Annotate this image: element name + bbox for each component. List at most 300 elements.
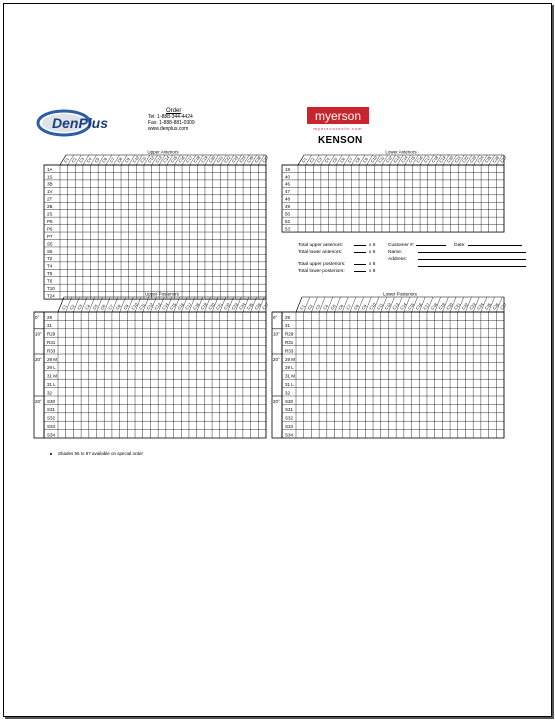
order-cell[interactable] — [106, 188, 113, 195]
order-cell[interactable] — [327, 346, 334, 354]
order-cell[interactable] — [497, 346, 504, 354]
order-cell[interactable] — [373, 396, 380, 404]
order-cell[interactable] — [359, 188, 366, 195]
order-cell[interactable] — [298, 203, 305, 210]
order-cell[interactable] — [128, 354, 135, 362]
order-cell[interactable] — [81, 321, 88, 329]
order-cell[interactable] — [343, 422, 350, 430]
order-cell[interactable] — [189, 346, 196, 354]
order-cell[interactable] — [367, 195, 374, 202]
order-cell[interactable] — [167, 210, 174, 217]
order-cell[interactable] — [74, 346, 81, 354]
order-cell[interactable] — [205, 329, 212, 337]
order-cell[interactable] — [489, 217, 496, 224]
order-cell[interactable] — [152, 180, 159, 187]
order-cell[interactable] — [235, 312, 242, 320]
order-cell[interactable] — [213, 232, 220, 239]
order-cell[interactable] — [298, 180, 305, 187]
order-cell[interactable] — [343, 430, 350, 438]
order-cell[interactable] — [112, 396, 119, 404]
order-cell[interactable] — [335, 380, 342, 388]
order-cell[interactable] — [443, 371, 450, 379]
order-cell[interactable] — [189, 363, 196, 371]
order-cell[interactable] — [436, 173, 443, 180]
order-cell[interactable] — [420, 188, 427, 195]
order-cell[interactable] — [304, 430, 311, 438]
order-cell[interactable] — [114, 180, 121, 187]
order-cell[interactable] — [366, 380, 373, 388]
order-cell[interactable] — [143, 422, 150, 430]
order-cell[interactable] — [114, 203, 121, 210]
order-cell[interactable] — [220, 388, 227, 396]
order-cell[interactable] — [259, 363, 266, 371]
order-cell[interactable] — [135, 413, 142, 421]
order-cell[interactable] — [91, 240, 98, 247]
order-cell[interactable] — [306, 217, 313, 224]
order-cell[interactable] — [182, 422, 189, 430]
order-cell[interactable] — [197, 405, 204, 413]
order-cell[interactable] — [466, 210, 473, 217]
order-cell[interactable] — [236, 188, 243, 195]
order-cell[interactable] — [205, 388, 212, 396]
order-cell[interactable] — [304, 321, 311, 329]
order-cell[interactable] — [314, 225, 321, 232]
order-cell[interactable] — [76, 188, 83, 195]
order-cell[interactable] — [336, 210, 343, 217]
order-cell[interactable] — [375, 217, 382, 224]
order-cell[interactable] — [336, 203, 343, 210]
order-cell[interactable] — [89, 312, 96, 320]
order-cell[interactable] — [121, 284, 128, 291]
order-cell[interactable] — [329, 173, 336, 180]
order-cell[interactable] — [298, 217, 305, 224]
order-cell[interactable] — [221, 262, 228, 269]
order-cell[interactable] — [68, 232, 75, 239]
order-cell[interactable] — [443, 329, 450, 337]
order-cell[interactable] — [420, 210, 427, 217]
order-cell[interactable] — [314, 203, 321, 210]
order-cell[interactable] — [367, 180, 374, 187]
order-cell[interactable] — [152, 255, 159, 262]
order-cell[interactable] — [152, 232, 159, 239]
order-cell[interactable] — [97, 405, 104, 413]
order-cell[interactable] — [473, 371, 480, 379]
order-cell[interactable] — [497, 203, 504, 210]
order-cell[interactable] — [182, 217, 189, 224]
order-cell[interactable] — [359, 217, 366, 224]
order-cell[interactable] — [443, 396, 450, 404]
order-cell[interactable] — [466, 422, 473, 430]
order-cell[interactable] — [443, 380, 450, 388]
order-cell[interactable] — [198, 195, 205, 202]
order-cell[interactable] — [327, 430, 334, 438]
order-cell[interactable] — [352, 180, 359, 187]
order-cell[interactable] — [251, 363, 258, 371]
order-cell[interactable] — [259, 270, 266, 277]
order-cell[interactable] — [235, 363, 242, 371]
order-cell[interactable] — [198, 203, 205, 210]
order-cell[interactable] — [473, 422, 480, 430]
order-cell[interactable] — [128, 329, 135, 337]
order-cell[interactable] — [174, 329, 181, 337]
order-cell[interactable] — [327, 413, 334, 421]
order-cell[interactable] — [166, 380, 173, 388]
order-cell[interactable] — [182, 210, 189, 217]
order-cell[interactable] — [296, 422, 303, 430]
order-cell[interactable] — [327, 380, 334, 388]
order-cell[interactable] — [129, 240, 136, 247]
order-cell[interactable] — [466, 180, 473, 187]
order-cell[interactable] — [120, 354, 127, 362]
order-cell[interactable] — [466, 380, 473, 388]
order-cell[interactable] — [68, 210, 75, 217]
order-cell[interactable] — [135, 380, 142, 388]
order-cell[interactable] — [175, 225, 182, 232]
order-cell[interactable] — [236, 203, 243, 210]
order-cell[interactable] — [396, 363, 403, 371]
order-cell[interactable] — [89, 321, 96, 329]
order-cell[interactable] — [420, 203, 427, 210]
order-cell[interactable] — [112, 354, 119, 362]
order-cell[interactable] — [128, 430, 135, 438]
order-cell[interactable] — [143, 380, 150, 388]
order-cell[interactable] — [106, 255, 113, 262]
order-cell[interactable] — [83, 173, 90, 180]
order-cell[interactable] — [474, 203, 481, 210]
order-cell[interactable] — [143, 312, 150, 320]
order-cell[interactable] — [306, 165, 313, 172]
order-cell[interactable] — [81, 430, 88, 438]
order-cell[interactable] — [66, 430, 73, 438]
order-cell[interactable] — [373, 430, 380, 438]
order-cell[interactable] — [481, 195, 488, 202]
order-cell[interactable] — [175, 232, 182, 239]
order-cell[interactable] — [473, 413, 480, 421]
order-cell[interactable] — [137, 180, 144, 187]
order-cell[interactable] — [158, 312, 165, 320]
order-cell[interactable] — [212, 329, 219, 337]
order-cell[interactable] — [106, 247, 113, 254]
order-cell[interactable] — [481, 430, 488, 438]
order-cell[interactable] — [497, 354, 504, 362]
order-cell[interactable] — [190, 180, 197, 187]
order-cell[interactable] — [327, 321, 334, 329]
order-cell[interactable] — [137, 188, 144, 195]
order-cell[interactable] — [359, 203, 366, 210]
order-cell[interactable] — [312, 371, 319, 379]
order-cell[interactable] — [412, 321, 419, 329]
order-cell[interactable] — [458, 321, 465, 329]
order-cell[interactable] — [97, 371, 104, 379]
order-cell[interactable] — [459, 203, 466, 210]
order-cell[interactable] — [174, 346, 181, 354]
order-cell[interactable] — [60, 210, 67, 217]
order-cell[interactable] — [76, 195, 83, 202]
order-cell[interactable] — [213, 284, 220, 291]
order-cell[interactable] — [358, 321, 365, 329]
order-cell[interactable] — [381, 430, 388, 438]
order-cell[interactable] — [205, 312, 212, 320]
order-cell[interactable] — [489, 363, 496, 371]
order-cell[interactable] — [198, 188, 205, 195]
order-cell[interactable] — [420, 165, 427, 172]
order-cell[interactable] — [175, 165, 182, 172]
order-cell[interactable] — [175, 195, 182, 202]
order-cell[interactable] — [366, 396, 373, 404]
order-cell[interactable] — [327, 405, 334, 413]
order-cell[interactable] — [489, 371, 496, 379]
order-cell[interactable] — [235, 371, 242, 379]
order-cell[interactable] — [66, 363, 73, 371]
order-cell[interactable] — [129, 203, 136, 210]
order-cell[interactable] — [114, 277, 121, 284]
date-field[interactable] — [468, 245, 522, 246]
order-cell[interactable] — [481, 338, 488, 346]
order-cell[interactable] — [412, 388, 419, 396]
order-cell[interactable] — [473, 388, 480, 396]
order-cell[interactable] — [321, 188, 328, 195]
order-cell[interactable] — [68, 262, 75, 269]
order-cell[interactable] — [228, 284, 235, 291]
order-cell[interactable] — [412, 312, 419, 320]
order-cell[interactable] — [89, 422, 96, 430]
order-cell[interactable] — [375, 210, 382, 217]
order-cell[interactable] — [474, 217, 481, 224]
order-cell[interactable] — [327, 354, 334, 362]
order-cell[interactable] — [489, 225, 496, 232]
order-cell[interactable] — [413, 210, 420, 217]
order-cell[interactable] — [98, 247, 105, 254]
order-cell[interactable] — [459, 165, 466, 172]
order-cell[interactable] — [167, 262, 174, 269]
order-cell[interactable] — [182, 405, 189, 413]
order-cell[interactable] — [259, 165, 266, 172]
order-cell[interactable] — [89, 430, 96, 438]
order-cell[interactable] — [358, 346, 365, 354]
order-cell[interactable] — [251, 338, 258, 346]
order-cell[interactable] — [451, 188, 458, 195]
order-cell[interactable] — [58, 405, 65, 413]
order-cell[interactable] — [466, 346, 473, 354]
order-cell[interactable] — [397, 203, 404, 210]
order-cell[interactable] — [319, 329, 326, 337]
order-cell[interactable] — [97, 346, 104, 354]
order-cell[interactable] — [228, 180, 235, 187]
order-cell[interactable] — [396, 321, 403, 329]
order-cell[interactable] — [451, 217, 458, 224]
order-cell[interactable] — [121, 225, 128, 232]
order-cell[interactable] — [97, 363, 104, 371]
order-cell[interactable] — [412, 396, 419, 404]
order-cell[interactable] — [352, 210, 359, 217]
order-cell[interactable] — [76, 270, 83, 277]
order-cell[interactable] — [405, 180, 412, 187]
order-cell[interactable] — [105, 312, 112, 320]
order-cell[interactable] — [189, 430, 196, 438]
order-cell[interactable] — [83, 180, 90, 187]
order-cell[interactable] — [373, 363, 380, 371]
order-cell[interactable] — [481, 396, 488, 404]
order-cell[interactable] — [98, 262, 105, 269]
order-cell[interactable] — [213, 225, 220, 232]
order-cell[interactable] — [159, 203, 166, 210]
order-cell[interactable] — [58, 422, 65, 430]
order-cell[interactable] — [481, 210, 488, 217]
order-cell[interactable] — [60, 203, 67, 210]
order-cell[interactable] — [312, 329, 319, 337]
order-cell[interactable] — [296, 388, 303, 396]
order-cell[interactable] — [190, 232, 197, 239]
order-cell[interactable] — [129, 217, 136, 224]
order-cell[interactable] — [120, 430, 127, 438]
address-field[interactable] — [418, 259, 526, 260]
order-cell[interactable] — [489, 346, 496, 354]
order-cell[interactable] — [359, 195, 366, 202]
order-cell[interactable] — [259, 180, 266, 187]
order-cell[interactable] — [166, 388, 173, 396]
order-cell[interactable] — [235, 430, 242, 438]
customer-number-field[interactable] — [416, 245, 446, 246]
order-cell[interactable] — [381, 346, 388, 354]
order-cell[interactable] — [497, 210, 504, 217]
order-cell[interactable] — [105, 396, 112, 404]
order-cell[interactable] — [450, 338, 457, 346]
order-cell[interactable] — [344, 203, 351, 210]
order-cell[interactable] — [489, 195, 496, 202]
order-cell[interactable] — [112, 405, 119, 413]
order-cell[interactable] — [366, 321, 373, 329]
order-cell[interactable] — [106, 262, 113, 269]
order-cell[interactable] — [474, 225, 481, 232]
order-cell[interactable] — [182, 284, 189, 291]
order-cell[interactable] — [259, 422, 266, 430]
order-cell[interactable] — [121, 210, 128, 217]
order-cell[interactable] — [259, 240, 266, 247]
order-cell[interactable] — [420, 225, 427, 232]
order-cell[interactable] — [319, 380, 326, 388]
order-cell[interactable] — [319, 396, 326, 404]
order-cell[interactable] — [128, 321, 135, 329]
order-cell[interactable] — [91, 165, 98, 172]
order-cell[interactable] — [243, 217, 250, 224]
order-cell[interactable] — [175, 210, 182, 217]
order-cell[interactable] — [296, 321, 303, 329]
order-cell[interactable] — [235, 388, 242, 396]
order-cell[interactable] — [259, 255, 266, 262]
order-cell[interactable] — [143, 371, 150, 379]
order-cell[interactable] — [167, 284, 174, 291]
order-cell[interactable] — [319, 388, 326, 396]
order-cell[interactable] — [358, 413, 365, 421]
order-cell[interactable] — [497, 363, 504, 371]
order-cell[interactable] — [359, 225, 366, 232]
order-cell[interactable] — [450, 413, 457, 421]
order-cell[interactable] — [314, 180, 321, 187]
order-cell[interactable] — [66, 380, 73, 388]
order-cell[interactable] — [105, 321, 112, 329]
order-cell[interactable] — [473, 405, 480, 413]
order-cell[interactable] — [358, 388, 365, 396]
order-cell[interactable] — [366, 413, 373, 421]
order-cell[interactable] — [106, 165, 113, 172]
order-cell[interactable] — [450, 354, 457, 362]
order-cell[interactable] — [443, 173, 450, 180]
order-cell[interactable] — [489, 413, 496, 421]
order-cell[interactable] — [336, 173, 343, 180]
order-cell[interactable] — [137, 277, 144, 284]
order-cell[interactable] — [296, 346, 303, 354]
order-cell[interactable] — [443, 354, 450, 362]
order-cell[interactable] — [221, 217, 228, 224]
order-cell[interactable] — [329, 203, 336, 210]
order-cell[interactable] — [381, 312, 388, 320]
order-cell[interactable] — [97, 354, 104, 362]
order-cell[interactable] — [335, 346, 342, 354]
order-cell[interactable] — [474, 210, 481, 217]
order-cell[interactable] — [375, 203, 382, 210]
order-cell[interactable] — [197, 388, 204, 396]
order-cell[interactable] — [259, 247, 266, 254]
order-cell[interactable] — [236, 255, 243, 262]
order-cell[interactable] — [481, 413, 488, 421]
order-cell[interactable] — [466, 396, 473, 404]
order-cell[interactable] — [137, 217, 144, 224]
order-cell[interactable] — [327, 396, 334, 404]
order-cell[interactable] — [443, 388, 450, 396]
order-cell[interactable] — [197, 396, 204, 404]
order-cell[interactable] — [182, 338, 189, 346]
order-cell[interactable] — [152, 284, 159, 291]
order-cell[interactable] — [459, 180, 466, 187]
order-cell[interactable] — [205, 180, 212, 187]
order-cell[interactable] — [458, 354, 465, 362]
order-cell[interactable] — [89, 354, 96, 362]
order-cell[interactable] — [190, 284, 197, 291]
order-cell[interactable] — [66, 413, 73, 421]
order-cell[interactable] — [182, 277, 189, 284]
order-cell[interactable] — [404, 346, 411, 354]
order-cell[interactable] — [350, 354, 357, 362]
order-cell[interactable] — [143, 346, 150, 354]
order-cell[interactable] — [405, 203, 412, 210]
order-cell[interactable] — [397, 180, 404, 187]
order-cell[interactable] — [304, 388, 311, 396]
order-cell[interactable] — [68, 247, 75, 254]
order-cell[interactable] — [81, 413, 88, 421]
order-cell[interactable] — [497, 388, 504, 396]
order-cell[interactable] — [344, 225, 351, 232]
order-cell[interactable] — [228, 203, 235, 210]
order-cell[interactable] — [174, 312, 181, 320]
order-cell[interactable] — [420, 312, 427, 320]
order-cell[interactable] — [105, 388, 112, 396]
order-cell[interactable] — [436, 188, 443, 195]
order-cell[interactable] — [259, 413, 266, 421]
order-cell[interactable] — [304, 363, 311, 371]
order-cell[interactable] — [106, 195, 113, 202]
order-cell[interactable] — [58, 321, 65, 329]
order-cell[interactable] — [366, 405, 373, 413]
order-cell[interactable] — [114, 225, 121, 232]
order-cell[interactable] — [189, 312, 196, 320]
order-cell[interactable] — [143, 430, 150, 438]
order-cell[interactable] — [459, 225, 466, 232]
order-cell[interactable] — [129, 210, 136, 217]
order-cell[interactable] — [481, 422, 488, 430]
order-cell[interactable] — [450, 388, 457, 396]
order-cell[interactable] — [343, 405, 350, 413]
order-cell[interactable] — [60, 188, 67, 195]
